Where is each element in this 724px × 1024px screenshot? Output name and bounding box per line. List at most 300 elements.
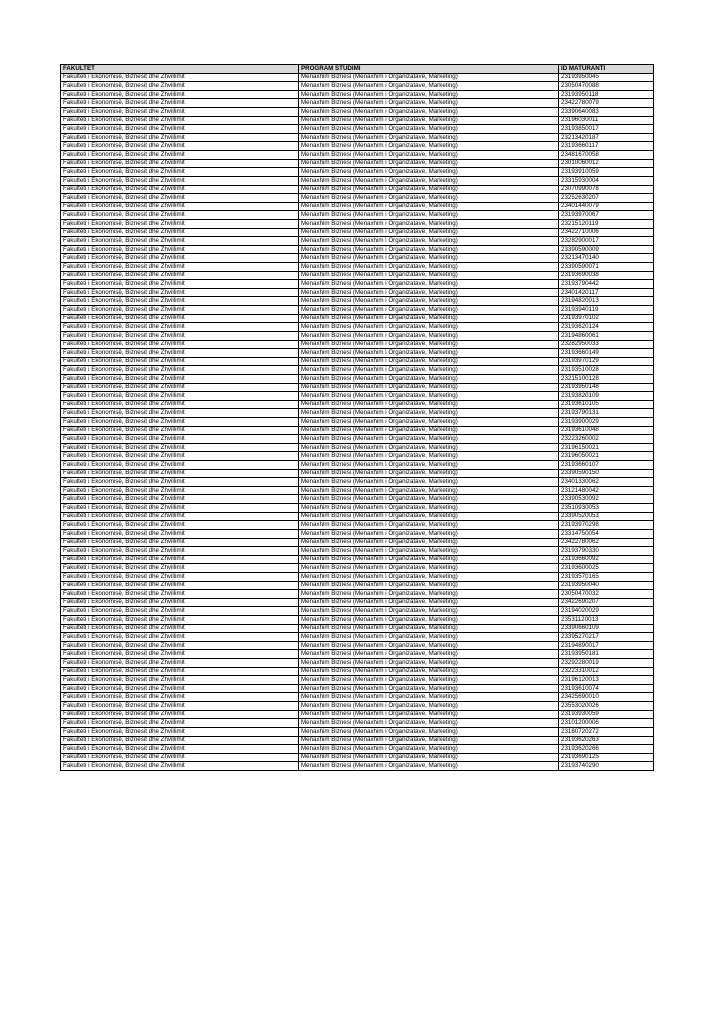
faculty-cell: Fakulteti i Ekonomisë, Biznesit dhe Zhvillimit (61, 564, 299, 573)
program-cell: Menaxhim Biznesi (Menaxhim i Organizatave, Marketing) (299, 245, 559, 254)
faculty-cell: Fakulteti i Ekonomisë, Biznesit dhe Zhvillimit (61, 340, 299, 349)
faculty-cell: Fakulteti i Ekonomisë, Biznesit dhe Zhvillimit (61, 323, 299, 332)
program-cell: Menaxhim Biznesi (Menaxhim i Organizatave, Marketing) (299, 340, 559, 349)
table-row (61, 409, 654, 418)
student-id-cell: 23395270217 (559, 633, 654, 642)
faculty-cell: Fakulteti i Ekonomisë, Biznesit dhe Zhvillimit (61, 461, 299, 470)
table-row (61, 142, 654, 151)
program-cell: Menaxhim Biznesi (Menaxhim i Organizatave, Marketing) (299, 495, 559, 504)
student-id-cell: 23193940119 (559, 306, 654, 315)
faculty-cell: Fakulteti i Ekonomisë, Biznesit dhe Zhvillimit (61, 650, 299, 659)
student-id-cell: 23193690038 (559, 271, 654, 280)
table-row (61, 435, 654, 444)
faculty-cell: Fakulteti i Ekonomisë, Biznesit dhe Zhvillimit (61, 443, 299, 452)
student-id-cell: 23401330062 (559, 478, 654, 487)
faculty-cell: Fakulteti i Ekonomisë, Biznesit dhe Zhvillimit (61, 176, 299, 185)
faculty-cell: Fakulteti i Ekonomisë, Biznesit dhe Zhvillimit (61, 99, 299, 108)
program-cell: Menaxhim Biznesi (Menaxhim i Organizatave, Marketing) (299, 280, 559, 289)
student-id-cell: 23390590009 (559, 245, 654, 254)
student-id-cell: 23050470088 (559, 82, 654, 91)
faculty-cell: Fakulteti i Ekonomisë, Biznesit dhe Zhvillimit (61, 374, 299, 383)
program-cell: Menaxhim Biznesi (Menaxhim i Organizatave, Marketing) (299, 176, 559, 185)
table-row (61, 176, 654, 185)
student-id-cell: 23481670058 (559, 151, 654, 160)
student-id-cell: 23196050021 (559, 452, 654, 461)
header-faculty: FAKULTET (61, 65, 299, 74)
table-row (61, 753, 654, 762)
program-cell: Menaxhim Biznesi (Menaxhim i Organizatave, Marketing) (299, 185, 559, 194)
table-row (61, 219, 654, 228)
table-row (61, 340, 654, 349)
table-row (61, 762, 654, 771)
program-cell: Menaxhim Biznesi (Menaxhim i Organizatave, Marketing) (299, 99, 559, 108)
program-cell: Menaxhim Biznesi (Menaxhim i Organizatave, Marketing) (299, 349, 559, 358)
program-cell: Menaxhim Biznesi (Menaxhim i Organizatave, Marketing) (299, 159, 559, 168)
table-row (61, 572, 654, 581)
table-row (61, 202, 654, 211)
faculty-cell: Fakulteti i Ekonomisë, Biznesit dhe Zhvillimit (61, 237, 299, 246)
student-id-cell: 23180720272 (559, 727, 654, 736)
faculty-cell: Fakulteti i Ekonomisë, Biznesit dhe Zhvillimit (61, 228, 299, 237)
student-id-cell: 23314750054 (559, 529, 654, 538)
program-cell: Menaxhim Biznesi (Menaxhim i Organizatave, Marketing) (299, 237, 559, 246)
table-row (61, 349, 654, 358)
student-id-cell: 23213470140 (559, 254, 654, 263)
faculty-cell: Fakulteti i Ekonomisë, Biznesit dhe Zhvillimit (61, 426, 299, 435)
table-row (61, 641, 654, 650)
student-id-cell: 23050470032 (559, 590, 654, 599)
faculty-cell: Fakulteti i Ekonomisë, Biznesit dhe Zhvillimit (61, 142, 299, 151)
program-cell: Menaxhim Biznesi (Menaxhim i Organizatave, Marketing) (299, 676, 559, 685)
faculty-cell: Fakulteti i Ekonomisë, Biznesit dhe Zhvillimit (61, 753, 299, 762)
faculty-cell: Fakulteti i Ekonomisë, Biznesit dhe Zhvillimit (61, 400, 299, 409)
table-row (61, 452, 654, 461)
program-cell: Menaxhim Biznesi (Menaxhim i Organizatave, Marketing) (299, 366, 559, 375)
student-id-cell: 23223260002 (559, 435, 654, 444)
student-id-cell: 23193600025 (559, 564, 654, 573)
program-cell: Menaxhim Biznesi (Menaxhim i Organizatave, Marketing) (299, 374, 559, 383)
program-cell: Menaxhim Biznesi (Menaxhim i Organizatave, Marketing) (299, 521, 559, 530)
student-id-cell: 23390590150 (559, 469, 654, 478)
student-id-cell: 23193570165 (559, 572, 654, 581)
student-id-cell: 23194890017 (559, 641, 654, 650)
program-cell: Menaxhim Biznesi (Menaxhim i Organizatave, Marketing) (299, 555, 559, 564)
student-id-cell: 23193620263 (559, 736, 654, 745)
student-id-cell: 23193790131 (559, 409, 654, 418)
table-row (61, 254, 654, 263)
program-cell: Menaxhim Biznesi (Menaxhim i Organizatave, Marketing) (299, 211, 559, 220)
student-id-cell: 23315930004 (559, 176, 654, 185)
program-cell: Menaxhim Biznesi (Menaxhim i Organizatave, Marketing) (299, 271, 559, 280)
student-id-cell: 23390660109 (559, 624, 654, 633)
student-table (60, 64, 654, 771)
student-id-cell: 23282950033 (559, 340, 654, 349)
faculty-cell: Fakulteti i Ekonomisë, Biznesit dhe Zhvillimit (61, 727, 299, 736)
program-cell: Menaxhim Biznesi (Menaxhim i Organizatave, Marketing) (299, 409, 559, 418)
student-id-cell: 23194020029 (559, 607, 654, 616)
faculty-cell: Fakulteti i Ekonomisë, Biznesit dhe Zhvillimit (61, 73, 299, 82)
program-cell: Menaxhim Biznesi (Menaxhim i Organizatave, Marketing) (299, 194, 559, 203)
faculty-cell: Fakulteti i Ekonomisë, Biznesit dhe Zhvillimit (61, 331, 299, 340)
program-cell: Menaxhim Biznesi (Menaxhim i Organizatave, Marketing) (299, 702, 559, 711)
student-id-cell: 23292280019 (559, 659, 654, 668)
student-id-cell: 23425690010 (559, 693, 654, 702)
program-cell: Menaxhim Biznesi (Menaxhim i Organizatave, Marketing) (299, 624, 559, 633)
table-row (61, 366, 654, 375)
program-cell: Menaxhim Biznesi (Menaxhim i Organizatave, Marketing) (299, 736, 559, 745)
table-row (61, 469, 654, 478)
program-cell: Menaxhim Biznesi (Menaxhim i Organizatave, Marketing) (299, 564, 559, 573)
student-id-cell: 23282900017 (559, 237, 654, 246)
table-row (61, 547, 654, 556)
table-row (61, 581, 654, 590)
faculty-cell: Fakulteti i Ekonomisë, Biznesit dhe Zhvillimit (61, 409, 299, 418)
program-cell: Menaxhim Biznesi (Menaxhim i Organizatave, Marketing) (299, 443, 559, 452)
program-cell: Menaxhim Biznesi (Menaxhim i Organizatave, Marketing) (299, 590, 559, 599)
student-id-cell: 23193950181 (559, 650, 654, 659)
program-cell: Menaxhim Biznesi (Menaxhim i Organizatave, Marketing) (299, 254, 559, 263)
faculty-cell: Fakulteti i Ekonomisë, Biznesit dhe Zhvillimit (61, 194, 299, 203)
program-cell: Menaxhim Biznesi (Menaxhim i Organizatave, Marketing) (299, 228, 559, 237)
program-cell: Menaxhim Biznesi (Menaxhim i Organizatave, Marketing) (299, 486, 559, 495)
table-row (61, 323, 654, 332)
table-row (61, 555, 654, 564)
program-cell: Menaxhim Biznesi (Menaxhim i Organizatave, Marketing) (299, 426, 559, 435)
faculty-cell: Fakulteti i Ekonomisë, Biznesit dhe Zhvillimit (61, 168, 299, 177)
program-cell: Menaxhim Biznesi (Menaxhim i Organizatave, Marketing) (299, 142, 559, 151)
table-row (61, 650, 654, 659)
student-id-cell: 23215120119 (559, 219, 654, 228)
program-cell: Menaxhim Biznesi (Menaxhim i Organizatave, Marketing) (299, 288, 559, 297)
table-row (61, 297, 654, 306)
program-cell: Menaxhim Biznesi (Menaxhim i Organizatave, Marketing) (299, 504, 559, 513)
table-row (61, 736, 654, 745)
table-row (61, 194, 654, 203)
table-row (61, 245, 654, 254)
faculty-cell: Fakulteti i Ekonomisë, Biznesit dhe Zhvillimit (61, 710, 299, 719)
program-cell: Menaxhim Biznesi (Menaxhim i Organizatave, Marketing) (299, 297, 559, 306)
student-id-cell: 23390590071 (559, 263, 654, 272)
table-row (61, 73, 654, 82)
faculty-cell: Fakulteti i Ekonomisë, Biznesit dhe Zhvillimit (61, 555, 299, 564)
faculty-cell: Fakulteti i Ekonomisë, Biznesit dhe Zhvillimit (61, 125, 299, 134)
program-cell: Menaxhim Biznesi (Menaxhim i Organizatave, Marketing) (299, 650, 559, 659)
faculty-cell: Fakulteti i Ekonomisë, Biznesit dhe Zhvillimit (61, 82, 299, 91)
program-cell: Menaxhim Biznesi (Menaxhim i Organizatave, Marketing) (299, 512, 559, 521)
table-row (61, 306, 654, 315)
student-id-cell: 23390640083 (559, 108, 654, 117)
faculty-cell: Fakulteti i Ekonomisë, Biznesit dhe Zhvillimit (61, 271, 299, 280)
program-cell: Menaxhim Biznesi (Menaxhim i Organizatave, Marketing) (299, 469, 559, 478)
student-id-cell: 23422690207 (559, 598, 654, 607)
header-row (61, 65, 654, 74)
student-id-cell: 23193820109 (559, 392, 654, 401)
student-id-cell: 23193970102 (559, 314, 654, 323)
student-id-cell: 23422710006 (559, 228, 654, 237)
student-id-cell: 23193620124 (559, 323, 654, 332)
table-row (61, 116, 654, 125)
program-cell: Menaxhim Biznesi (Menaxhim i Organizatave, Marketing) (299, 547, 559, 556)
table-row (61, 185, 654, 194)
program-cell: Menaxhim Biznesi (Menaxhim i Organizatave, Marketing) (299, 400, 559, 409)
student-id-cell: 23196030011 (559, 116, 654, 125)
table-row (61, 392, 654, 401)
table-row (61, 374, 654, 383)
faculty-cell: Fakulteti i Ekonomisë, Biznesit dhe Zhvillimit (61, 314, 299, 323)
table-row (61, 237, 654, 246)
student-id-cell: 23193970129 (559, 357, 654, 366)
table-row (61, 659, 654, 668)
student-id-cell: 23193610105 (559, 400, 654, 409)
faculty-cell: Fakulteti i Ekonomisë, Biznesit dhe Zhvillimit (61, 254, 299, 263)
student-id-cell: 23252630207 (559, 194, 654, 203)
program-cell: Menaxhim Biznesi (Menaxhim i Organizatave, Marketing) (299, 314, 559, 323)
student-id-cell: 23390520053 (559, 512, 654, 521)
program-cell: Menaxhim Biznesi (Menaxhim i Organizatave, Marketing) (299, 323, 559, 332)
faculty-cell: Fakulteti i Ekonomisë, Biznesit dhe Zhvillimit (61, 349, 299, 358)
table-row (61, 108, 654, 117)
faculty-cell: Fakulteti i Ekonomisë, Biznesit dhe Zhvillimit (61, 133, 299, 142)
faculty-cell: Fakulteti i Ekonomisë, Biznesit dhe Zhvillimit (61, 383, 299, 392)
student-id-cell: 23121480042 (559, 486, 654, 495)
program-cell: Menaxhim Biznesi (Menaxhim i Organizatave, Marketing) (299, 659, 559, 668)
faculty-cell: Fakulteti i Ekonomisë, Biznesit dhe Zhvillimit (61, 435, 299, 444)
program-cell: Menaxhim Biznesi (Menaxhim i Organizatave, Marketing) (299, 616, 559, 625)
table-row (61, 271, 654, 280)
program-cell: Menaxhim Biznesi (Menaxhim i Organizatave, Marketing) (299, 633, 559, 642)
table-row (61, 702, 654, 711)
program-cell: Menaxhim Biznesi (Menaxhim i Organizatave, Marketing) (299, 435, 559, 444)
program-cell: Menaxhim Biznesi (Menaxhim i Organizatave, Marketing) (299, 151, 559, 160)
program-cell: Menaxhim Biznesi (Menaxhim i Organizatave, Marketing) (299, 461, 559, 470)
table-row (61, 693, 654, 702)
program-cell: Menaxhim Biznesi (Menaxhim i Organizatave, Marketing) (299, 116, 559, 125)
program-cell: Menaxhim Biznesi (Menaxhim i Organizatave, Marketing) (299, 125, 559, 134)
program-cell: Menaxhim Biznesi (Menaxhim i Organizatave, Marketing) (299, 108, 559, 117)
program-cell: Menaxhim Biznesi (Menaxhim i Organizatave, Marketing) (299, 478, 559, 487)
faculty-cell: Fakulteti i Ekonomisë, Biznesit dhe Zhvillimit (61, 581, 299, 590)
program-cell: Menaxhim Biznesi (Menaxhim i Organizatave, Marketing) (299, 383, 559, 392)
student-id-cell: 23193510028 (559, 366, 654, 375)
student-id-cell: 23510930053 (559, 504, 654, 513)
table-row (61, 400, 654, 409)
student-id-cell: 23193660117 (559, 142, 654, 151)
program-cell: Menaxhim Biznesi (Menaxhim i Organizatave, Marketing) (299, 572, 559, 581)
faculty-cell: Fakulteti i Ekonomisë, Biznesit dhe Zhvillimit (61, 736, 299, 745)
student-id-cell: 23531120013 (559, 616, 654, 625)
table-row (61, 504, 654, 513)
student-id-cell: 23101200006 (559, 719, 654, 728)
program-cell: Menaxhim Biznesi (Menaxhim i Organizatave, Marketing) (299, 538, 559, 547)
faculty-cell: Fakulteti i Ekonomisë, Biznesit dhe Zhvillimit (61, 616, 299, 625)
faculty-cell: Fakulteti i Ekonomisë, Biznesit dhe Zhvillimit (61, 108, 299, 117)
program-cell: Menaxhim Biznesi (Menaxhim i Organizatave, Marketing) (299, 581, 559, 590)
program-cell: Menaxhim Biznesi (Menaxhim i Organizatave, Marketing) (299, 306, 559, 315)
student-id-cell: 23193850017 (559, 125, 654, 134)
table-row (61, 383, 654, 392)
faculty-cell: Fakulteti i Ekonomisë, Biznesit dhe Zhvillimit (61, 684, 299, 693)
faculty-cell: Fakulteti i Ekonomisë, Biznesit dhe Zhvillimit (61, 529, 299, 538)
faculty-cell: Fakulteti i Ekonomisë, Biznesit dhe Zhvillimit (61, 547, 299, 556)
program-cell: Menaxhim Biznesi (Menaxhim i Organizatave, Marketing) (299, 727, 559, 736)
faculty-cell: Fakulteti i Ekonomisë, Biznesit dhe Zhvillimit (61, 693, 299, 702)
table-row (61, 478, 654, 487)
table-row (61, 529, 654, 538)
student-id-cell: 23196120013 (559, 676, 654, 685)
table-row (61, 590, 654, 599)
program-cell: Menaxhim Biznesi (Menaxhim i Organizatave, Marketing) (299, 745, 559, 754)
table-row (61, 667, 654, 676)
program-cell: Menaxhim Biznesi (Menaxhim i Organizatave, Marketing) (299, 82, 559, 91)
student-id-cell: 23193970298 (559, 521, 654, 530)
student-id-cell: 23193660092 (559, 555, 654, 564)
faculty-cell: Fakulteti i Ekonomisë, Biznesit dhe Zhvillimit (61, 263, 299, 272)
student-id-cell: 23010060012 (559, 159, 654, 168)
faculty-cell: Fakulteti i Ekonomisë, Biznesit dhe Zhvillimit (61, 219, 299, 228)
faculty-cell: Fakulteti i Ekonomisë, Biznesit dhe Zhvillimit (61, 719, 299, 728)
table-row (61, 495, 654, 504)
table-row (61, 280, 654, 289)
faculty-cell: Fakulteti i Ekonomisë, Biznesit dhe Zhvillimit (61, 702, 299, 711)
student-id-cell: 23193660107 (559, 461, 654, 470)
table-row (61, 168, 654, 177)
faculty-cell: Fakulteti i Ekonomisë, Biznesit dhe Zhvillimit (61, 521, 299, 530)
table-row (61, 607, 654, 616)
faculty-cell: Fakulteti i Ekonomisë, Biznesit dhe Zhvillimit (61, 667, 299, 676)
table-row (61, 616, 654, 625)
table-row (61, 633, 654, 642)
table-row (61, 710, 654, 719)
table-row (61, 624, 654, 633)
program-cell: Menaxhim Biznesi (Menaxhim i Organizatave, Marketing) (299, 693, 559, 702)
table-row (61, 521, 654, 530)
table-row (61, 719, 654, 728)
faculty-cell: Fakulteti i Ekonomisë, Biznesit dhe Zhvillimit (61, 306, 299, 315)
table-row (61, 598, 654, 607)
program-cell: Menaxhim Biznesi (Menaxhim i Organizatave, Marketing) (299, 168, 559, 177)
student-id-cell: 23193900029 (559, 417, 654, 426)
faculty-cell: Fakulteti i Ekonomisë, Biznesit dhe Zhvillimit (61, 469, 299, 478)
table-row (61, 727, 654, 736)
student-id-cell: 23223310012 (559, 667, 654, 676)
faculty-cell: Fakulteti i Ekonomisë, Biznesit dhe Zhvillimit (61, 572, 299, 581)
program-cell: Menaxhim Biznesi (Menaxhim i Organizatave, Marketing) (299, 452, 559, 461)
student-id-cell: 23213420187 (559, 133, 654, 142)
faculty-cell: Fakulteti i Ekonomisë, Biznesit dhe Zhvillimit (61, 659, 299, 668)
student-id-cell: 23193790330 (559, 547, 654, 556)
student-id-cell: 23401440079 (559, 202, 654, 211)
student-id-cell: 23193930059 (559, 710, 654, 719)
student-id-cell: 23193790442 (559, 280, 654, 289)
faculty-cell: Fakulteti i Ekonomisë, Biznesit dhe Zhvillimit (61, 676, 299, 685)
student-id-cell: 23193950118 (559, 90, 654, 99)
faculty-cell: Fakulteti i Ekonomisë, Biznesit dhe Zhvillimit (61, 288, 299, 297)
faculty-cell: Fakulteti i Ekonomisë, Biznesit dhe Zhvillimit (61, 245, 299, 254)
student-id-cell: 23390530092 (559, 495, 654, 504)
program-cell: Menaxhim Biznesi (Menaxhim i Organizatave, Marketing) (299, 598, 559, 607)
table-row (61, 314, 654, 323)
faculty-cell: Fakulteti i Ekonomisë, Biznesit dhe Zhvillimit (61, 366, 299, 375)
header-program: PROGRAM STUDIMI (299, 65, 559, 74)
student-id-cell: 23193740290 (559, 762, 654, 771)
program-cell: Menaxhim Biznesi (Menaxhim i Organizatave, Marketing) (299, 392, 559, 401)
program-cell: Menaxhim Biznesi (Menaxhim i Organizatave, Marketing) (299, 710, 559, 719)
program-cell: Menaxhim Biznesi (Menaxhim i Organizatave, Marketing) (299, 641, 559, 650)
student-id-cell: 23193950148 (559, 383, 654, 392)
faculty-cell: Fakulteti i Ekonomisë, Biznesit dhe Zhvillimit (61, 357, 299, 366)
faculty-cell: Fakulteti i Ekonomisë, Biznesit dhe Zhvillimit (61, 538, 299, 547)
program-cell: Menaxhim Biznesi (Menaxhim i Organizatave, Marketing) (299, 73, 559, 82)
table-row (61, 538, 654, 547)
table-row (61, 288, 654, 297)
faculty-cell: Fakulteti i Ekonomisë, Biznesit dhe Zhvillimit (61, 512, 299, 521)
table-row (61, 331, 654, 340)
faculty-cell: Fakulteti i Ekonomisë, Biznesit dhe Zhvillimit (61, 624, 299, 633)
table-row (61, 82, 654, 91)
table-row (61, 90, 654, 99)
student-id-cell: 23422780079 (559, 99, 654, 108)
faculty-cell: Fakulteti i Ekonomisë, Biznesit dhe Zhvillimit (61, 185, 299, 194)
faculty-cell: Fakulteti i Ekonomisë, Biznesit dhe Zhvillimit (61, 495, 299, 504)
program-cell: Menaxhim Biznesi (Menaxhim i Organizatave, Marketing) (299, 263, 559, 272)
faculty-cell: Fakulteti i Ekonomisë, Biznesit dhe Zhvillimit (61, 762, 299, 771)
table-row (61, 684, 654, 693)
faculty-cell: Fakulteti i Ekonomisë, Biznesit dhe Zhvillimit (61, 504, 299, 513)
student-id-cell: 23194820013 (559, 297, 654, 306)
table-row (61, 125, 654, 134)
table-row (61, 133, 654, 142)
table-row (61, 512, 654, 521)
table-row (61, 263, 654, 272)
program-cell: Menaxhim Biznesi (Menaxhim i Organizatave, Marketing) (299, 417, 559, 426)
student-id-cell: 23193660149 (559, 349, 654, 358)
table-row (61, 228, 654, 237)
student-id-cell: 23401420117 (559, 288, 654, 297)
student-id-cell: 23215100128 (559, 374, 654, 383)
student-id-cell: 23193610074 (559, 684, 654, 693)
faculty-cell: Fakulteti i Ekonomisë, Biznesit dhe Zhvillimit (61, 641, 299, 650)
program-cell: Menaxhim Biznesi (Menaxhim i Organizatave, Marketing) (299, 753, 559, 762)
table-row (61, 443, 654, 452)
faculty-cell: Fakulteti i Ekonomisë, Biznesit dhe Zhvillimit (61, 607, 299, 616)
faculty-cell: Fakulteti i Ekonomisë, Biznesit dhe Zhvillimit (61, 392, 299, 401)
student-id-cell: 23196150021 (559, 443, 654, 452)
table-row (61, 417, 654, 426)
program-cell: Menaxhim Biznesi (Menaxhim i Organizatave, Marketing) (299, 719, 559, 728)
faculty-cell: Fakulteti i Ekonomisë, Biznesit dhe Zhvillimit (61, 211, 299, 220)
student-id-cell: 23193910059 (559, 168, 654, 177)
program-cell: Menaxhim Biznesi (Menaxhim i Organizatave, Marketing) (299, 762, 559, 771)
table-row (61, 211, 654, 220)
faculty-cell: Fakulteti i Ekonomisë, Biznesit dhe Zhvillimit (61, 478, 299, 487)
table-row (61, 426, 654, 435)
table-row (61, 486, 654, 495)
faculty-cell: Fakulteti i Ekonomisë, Biznesit dhe Zhvillimit (61, 417, 299, 426)
student-id-cell: 23193620266 (559, 745, 654, 754)
program-cell: Menaxhim Biznesi (Menaxhim i Organizatave, Marketing) (299, 90, 559, 99)
program-cell: Menaxhim Biznesi (Menaxhim i Organizatave, Marketing) (299, 667, 559, 676)
student-id-cell: 23193950040 (559, 581, 654, 590)
program-cell: Menaxhim Biznesi (Menaxhim i Organizatave, Marketing) (299, 684, 559, 693)
faculty-cell: Fakulteti i Ekonomisë, Biznesit dhe Zhvillimit (61, 151, 299, 160)
faculty-cell: Fakulteti i Ekonomisë, Biznesit dhe Zhvillimit (61, 452, 299, 461)
student-id-cell: 23422780062 (559, 538, 654, 547)
student-id-cell: 23070990078 (559, 185, 654, 194)
program-cell: Menaxhim Biznesi (Menaxhim i Organizatave, Marketing) (299, 133, 559, 142)
faculty-cell: Fakulteti i Ekonomisë, Biznesit dhe Zhvillimit (61, 159, 299, 168)
table-row (61, 159, 654, 168)
table-row (61, 461, 654, 470)
